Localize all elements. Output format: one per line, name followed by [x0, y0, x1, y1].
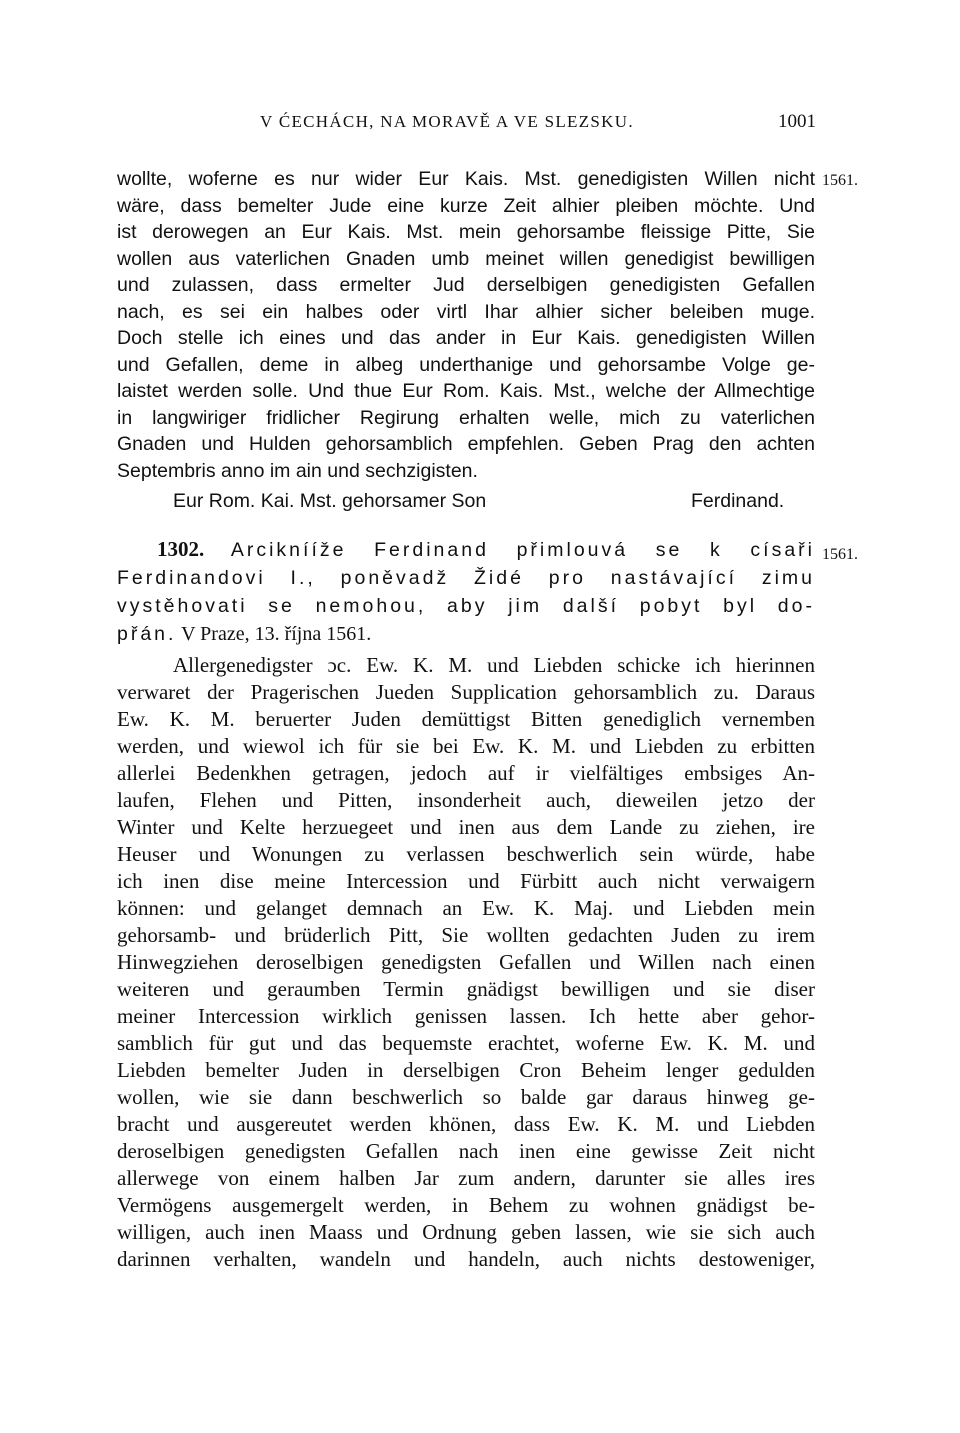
- text-line: Gnaden und Hulden gehorsamblich empfehlen. Geben Prag den achten: [117, 433, 815, 455]
- text-line: ich inen dise meine Intercession und Fürbitt auch nicht verwaigern: [117, 869, 815, 893]
- document-number: 1302.: [157, 537, 205, 561]
- text-line: in langwiriger fridlicher Regirung erhalten welle, mich zu vaterlichen: [117, 406, 815, 429]
- text-line: Septembris anno im ain und sechzigisten.: [117, 459, 478, 482]
- text-line: und zulassen, dass ermelter Jud derselbigen genedigisten Gefallen: [117, 274, 815, 296]
- text-line: meiner Intercession wirklich genissen lassen. Ich hette aber gehor-: [117, 1004, 815, 1028]
- text-line: allerwege von einem halben Jar zum andern, darunter sie alles ires: [117, 1166, 815, 1190]
- text-line: weiteren und geraumben Termin gnädigst bewilligen und sie diser: [117, 977, 815, 1001]
- text-line: werden, und wiewol ich für sie bei Ew. K. M. und Liebden zu erbitten: [117, 734, 815, 758]
- text-line: deroselbigen genedigsten Gefallen nach inen eine gewisse Zeit nicht: [117, 1139, 815, 1163]
- text-line: verwaret der Pragerischen Jueden Supplication gehorsamblich zu. Daraus: [117, 680, 815, 704]
- text-line: Winter und Kelte herzuegeet und inen aus dem Lande zu ziehen, ire: [117, 815, 815, 839]
- text-line: bracht und ausgereutet werden khönen, dass Ew. K. M. und Liebden: [117, 1112, 815, 1136]
- text-line: wollen aus vaterlichen Gnaden umb meinet willen genedigist bewilligen: [117, 247, 815, 270]
- text-line: wäre, dass bemelter Jude eine kurze Zeit alhier pleiben möchte. Und: [117, 194, 815, 217]
- text-line: darinnen verhalten, wandeln und handeln, auch nichts destoweniger,: [117, 1247, 815, 1271]
- heading-line: [117, 535, 815, 564]
- text-line: Allergenedigster ɔc. Ew. K. M. und Liebden schicke ich hierinnen: [173, 653, 815, 677]
- text-line: gehorsamb- und brüderlich Pitt, Sie wollten gedachten Juden zu irem: [117, 923, 815, 947]
- text-line: wollen, wie sie dann beschwerlich so balde gar daraus hinweg ge-: [117, 1085, 815, 1109]
- margin-year-note: 1561.: [822, 172, 858, 189]
- text-line: willigen, auch inen Maass und Ordnung geben lassen, wie sie sich auch: [117, 1220, 815, 1244]
- text-line: und Gefallen, deme in albeg underthanige und gehorsambe Volge ge-: [117, 353, 815, 376]
- closing-formula: Eur Rom. Kai. Mst. gehorsamer Son: [173, 490, 487, 512]
- letter-signature: [117, 486, 815, 516]
- text-line: laistet werden solle. Und thue Eur Rom. Kais. Mst., welche der Allmechtige: [117, 380, 815, 402]
- text-line: laufen, Flehen und Pitten, insonderheit auch, dieweilen jetzo der: [117, 788, 815, 812]
- heading-text: Arciknííže Ferdinand přimlouvá se k císaři: [230, 539, 816, 561]
- document-body: [117, 652, 815, 1273]
- text-line: Vermögens ausgemergelt werden, in Behem zu wohnen gnädigst be-: [117, 1193, 815, 1217]
- text-line: Liebden bemelter Juden in derselbigen Cron Beheim lenger gedulden: [117, 1058, 815, 1082]
- text-line: Heuser und Wonungen zu verlassen beschwerlich sein würde, habe: [117, 842, 815, 866]
- heading-line: [117, 620, 815, 648]
- text-line: nach, es sei ein halbes oder virtl Ihar alhier sicher beleiben muge.: [117, 300, 815, 323]
- text-line: samblich für gut und das bequemste erachtet, woferne Ew. K. M. und: [117, 1031, 815, 1055]
- text-line: können: und gelanget demnach an Ew. K. Maj. und Liebden mein: [117, 896, 815, 920]
- running-title: V ĆECHÁCH, NA MORAVĚ A VE SLEZSKU.: [260, 112, 634, 131]
- text-line: wollte, woferne es nur wider Eur Kais. Mst. genedigisten Willen nicht: [117, 168, 815, 190]
- text-line: Doch stelle ich eines und das ander in Eur Kais. genedigisten Willen: [117, 327, 815, 349]
- heading-date: V Praze, 13. října 1561.: [176, 623, 372, 645]
- signer-name: Ferdinand.: [691, 490, 785, 512]
- text-line: Hinwegziehen deroselbigen genedigsten Gefallen und Willen nach einen: [117, 950, 815, 974]
- letter-end-paragraph: [117, 166, 815, 484]
- heading-line: vystěhovati se nemohou, aby jim další pobyt byl do-: [117, 595, 815, 617]
- document-heading: [117, 535, 815, 648]
- text-line: Ew. K. M. beruerter Juden demüttigst Bitten genediglich vernemben: [117, 707, 815, 731]
- heading-line: Ferdinandovi I., poněvadž Židé pro nastávající zimu: [117, 567, 815, 589]
- text-line: ist derowegen an Eur Kais. Mst. mein gehorsambe fleissige Pitte, Sie: [117, 221, 815, 243]
- text-line: allerlei Bedenkhen getragen, jedoch auf ir vielfältiges embsiges An-: [117, 761, 815, 785]
- margin-year-note: 1561.: [822, 546, 858, 563]
- heading-text: přán.: [117, 623, 177, 645]
- page-number: 1001: [778, 111, 816, 132]
